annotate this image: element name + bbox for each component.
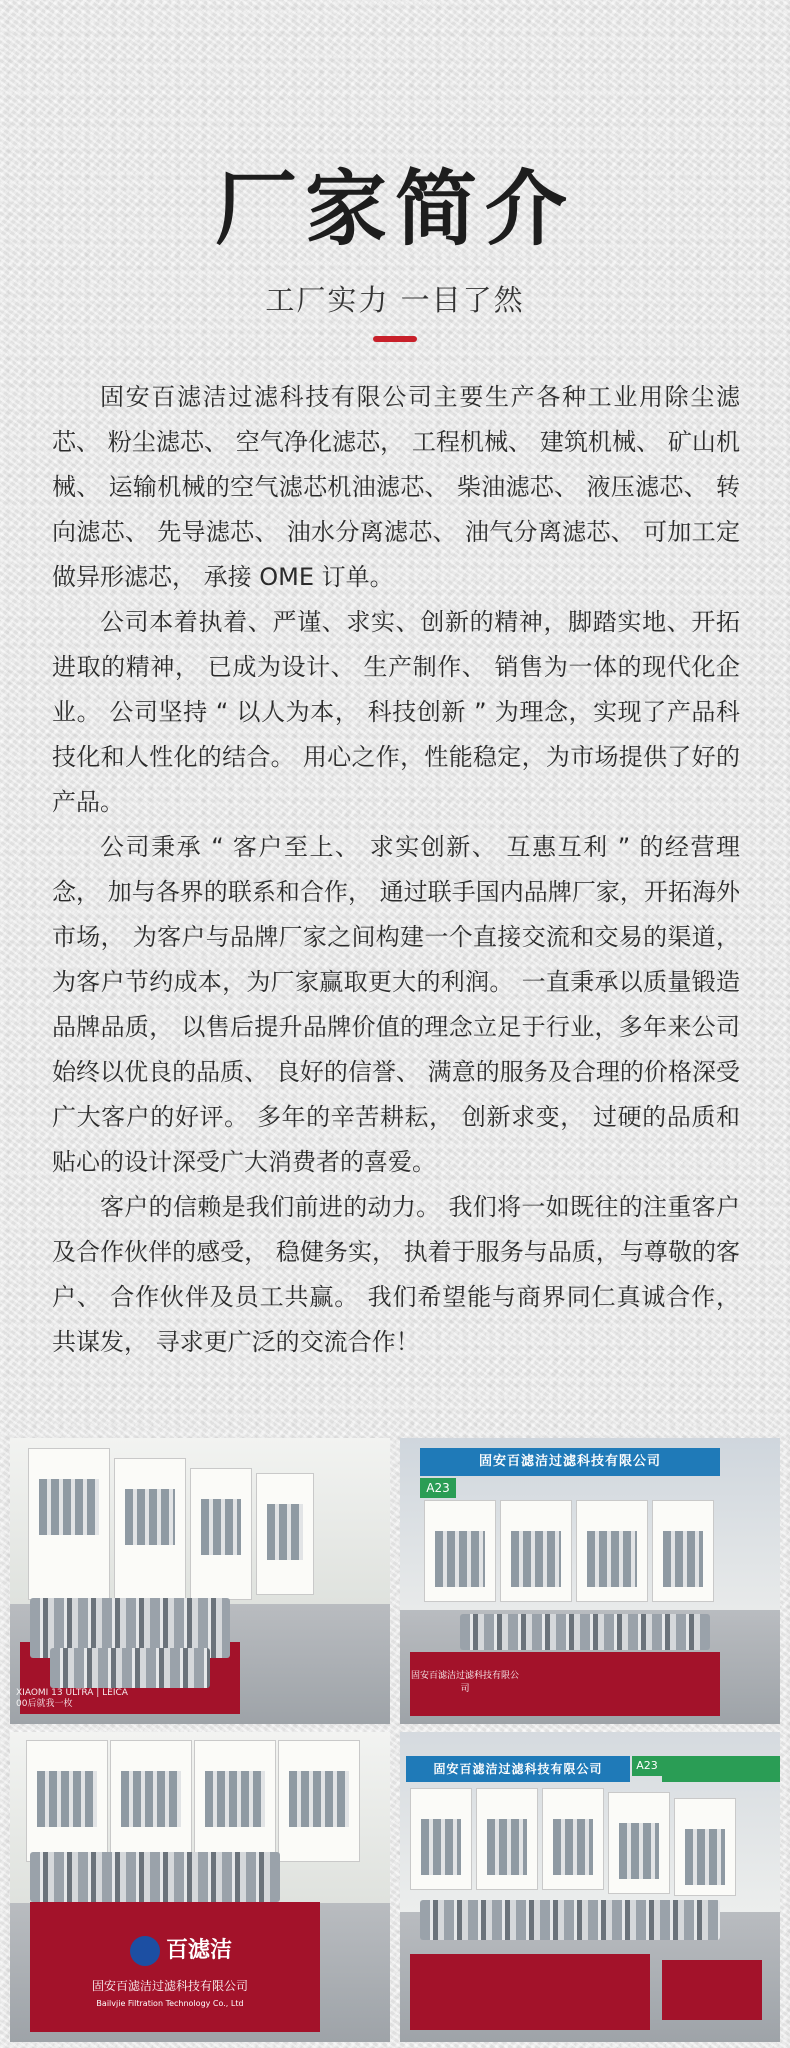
booth-banner: 固安百滤洁过滤科技有限公司 [406,1756,630,1782]
company-logo-icon [130,1936,160,1966]
intro-paragraph-2: 公司本着执着、严谨、求实、创新的精神，脚踏实地、开拓进取的精神， 已成为设计、 生产制作、 销售为一体的现代化企业。 公司坚持 “ 以人为本， 科技创新 ” 为理念，实现了产品科技化和人性化的结合。 用心之作，性能稳定，为市场提供了好的产品。 [52,608,740,816]
booth-number: A23 [632,1756,662,1776]
display-panel [190,1468,252,1600]
exhibition-photo-1 [10,1438,390,1724]
display-panel [476,1788,538,1890]
display-table [662,1960,762,2020]
display-table [30,1902,320,2032]
exhibition-photo-2 [400,1438,780,1724]
exhibition-photo-gallery [10,1438,780,2042]
camera-watermark: XIAOMI 13 ULTRA | LEICA 00后就我一枚 [16,1688,128,1709]
tablecloth-company-name: 固安百滤洁过滤科技有限公司 [91,1979,248,1993]
page-header [0,160,790,342]
accent-divider [373,336,417,342]
display-panel [424,1500,496,1602]
display-panel [608,1792,670,1894]
page-title: 厂家简介 [214,162,575,257]
display-panel [256,1473,314,1595]
intro-paragraph-3: 公司秉承 “ 客户至上、 求实创新、 互惠互利 ” 的经营理念， 加与各界的联系和合作， 通过联手国内品牌厂家，开拓海外市场， 为客户与品牌厂家之间构建一个直接交流和交易的渠道， 为客户节约成本，为厂家赢取更大的利润。 一直秉承以质量锻造品牌品质， 以售后提升品牌价值的理念立足于行业，多年来公司始终以优良的品质、 良好的信誉、 满意的服务及合理的价格深受广大客户的好评。 多年的辛苦耕耘， 创新求变， 过硬的品质和贴心的设计深受广大消费者的喜爱。 [52,833,740,1176]
display-panel [542,1788,604,1890]
display-panel [674,1798,736,1896]
exhibition-photo-3 [10,1732,390,2042]
booth-banner-side [662,1756,780,1782]
display-panel [576,1500,648,1602]
booth-number: A23 [420,1478,456,1498]
page-subtitle: 工厂实力 一目了然 [265,283,525,317]
tablecloth-company-name-en: Bailvjie Filtration Technology Co., Ltd [96,1999,244,2008]
display-panel [26,1740,108,1862]
logo-brand-text: 百滤洁 [166,1938,233,1963]
display-panel [652,1500,714,1602]
filter-products [30,1852,280,1902]
display-panel [110,1740,192,1862]
intro-paragraph-1: 固安百滤洁过滤科技有限公司主要生产各种工业用除尘滤芯、 粉尘滤芯、 空气净化滤芯， 工程机械、 建筑机械、 矿山机械、 运输机械的空气滤芯机油滤芯、 柴油滤芯、 液压滤芯、 转向滤芯、 先导滤芯、 油水分离滤芯、 油气分离滤芯、 可加工定做异形滤芯， 承接 OME 订单。 [52,383,740,591]
display-panel [114,1458,186,1600]
filter-products [460,1614,710,1650]
company-intro-text [52,375,740,1365]
display-table [410,1954,650,2030]
filter-products [420,1900,720,1940]
display-panel [500,1500,572,1602]
booth-banner: 固安百滤洁过滤科技有限公司 [420,1448,720,1476]
display-panel [410,1788,472,1890]
filter-products [50,1648,210,1688]
table-company-name: 固安百滤洁过滤科技有限公司 [410,1671,519,1694]
intro-paragraph-4: 客户的信赖是我们前进的动力。 我们将一如既往的注重客户及合作伙伴的感受， 稳健务实， 执着于服务与品质，与尊敬的客户、 合作伙伴及员工共赢。 我们希望能与商界同仁真诚合作， 共谋发， 寻求更广泛的交流合作！ [52,1193,740,1356]
display-panel [194,1740,276,1862]
display-panel [28,1448,110,1600]
exhibition-photo-4 [400,1732,780,2042]
display-panel [278,1740,360,1862]
